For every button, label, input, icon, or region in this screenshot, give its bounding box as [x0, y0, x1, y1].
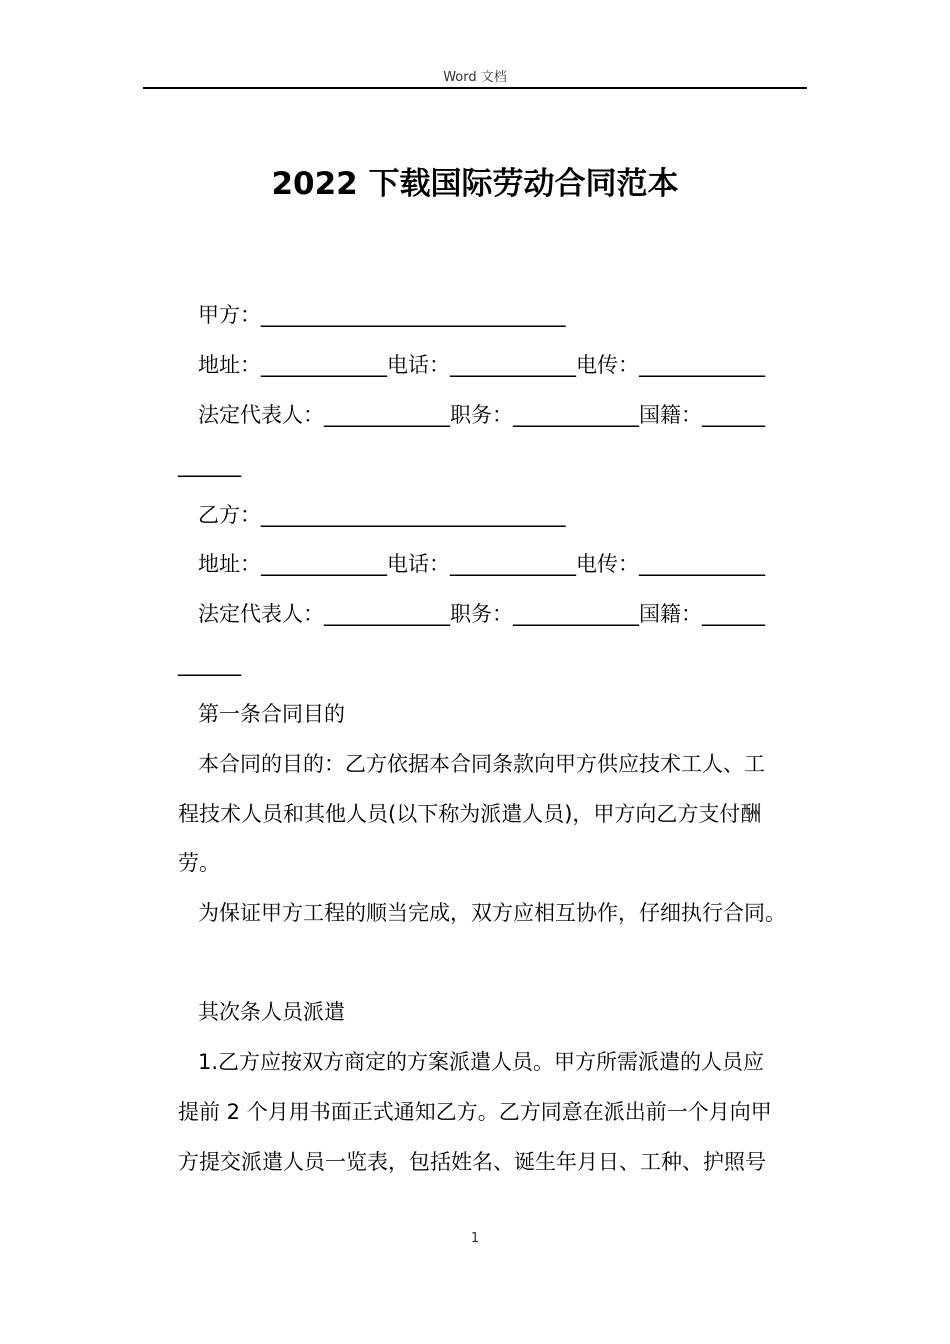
article-1-paragraph-2: 为保证甲方工程的顺当完成，双方应相互协作，仔细执行合同。: [198, 901, 786, 925]
document-title: 2022 下载国际劳动合同范本: [271, 166, 679, 202]
party-b-representative-line: 法定代表人：____________职务：____________国籍：______: [198, 602, 765, 626]
article-1-paragraph-line-3: 劳。: [178, 851, 220, 875]
party-a-nationality-continuation: ______: [178, 453, 241, 477]
party-a-line: 甲方：_____________________________: [198, 303, 566, 327]
page-header-text: Word 文档: [443, 70, 507, 85]
article-2-heading: 其次条人员派遣: [198, 1000, 345, 1024]
party-a-representative-line: 法定代表人：____________职务：____________国籍：______: [198, 403, 765, 427]
article-2-item-1-line-1: 1.乙方应按双方商定的方案派遣人员。甲方所需派遣的人员应: [198, 1050, 765, 1074]
page-number: 1: [470, 1231, 480, 1246]
party-b-address-line: 地址：____________电话：____________电传：____________: [198, 552, 765, 576]
article-1-paragraph-line-1: 本合同的目的：乙方依据本合同条款向甲方供应技术工人、工: [198, 752, 765, 776]
party-a-address-line: 地址：____________电话：____________电传：____________: [198, 353, 765, 377]
article-1-heading: 第一条合同目的: [198, 702, 345, 726]
header-divider: [143, 87, 807, 89]
article-1-paragraph-line-2: 程技术人员和其他人员(以下称为派遣人员)，甲方向乙方支付酬: [178, 802, 762, 826]
party-b-nationality-continuation: ______: [178, 652, 241, 676]
party-b-line: 乙方：_____________________________: [198, 503, 566, 527]
article-2-item-1-line-3: 方提交派遣人员一览表，包括姓名、诞生年月日、工种、护照号: [178, 1150, 766, 1174]
article-2-item-1-line-2: 提前 2 个月用书面正式通知乙方。乙方同意在派出前一个月向甲: [178, 1100, 772, 1124]
